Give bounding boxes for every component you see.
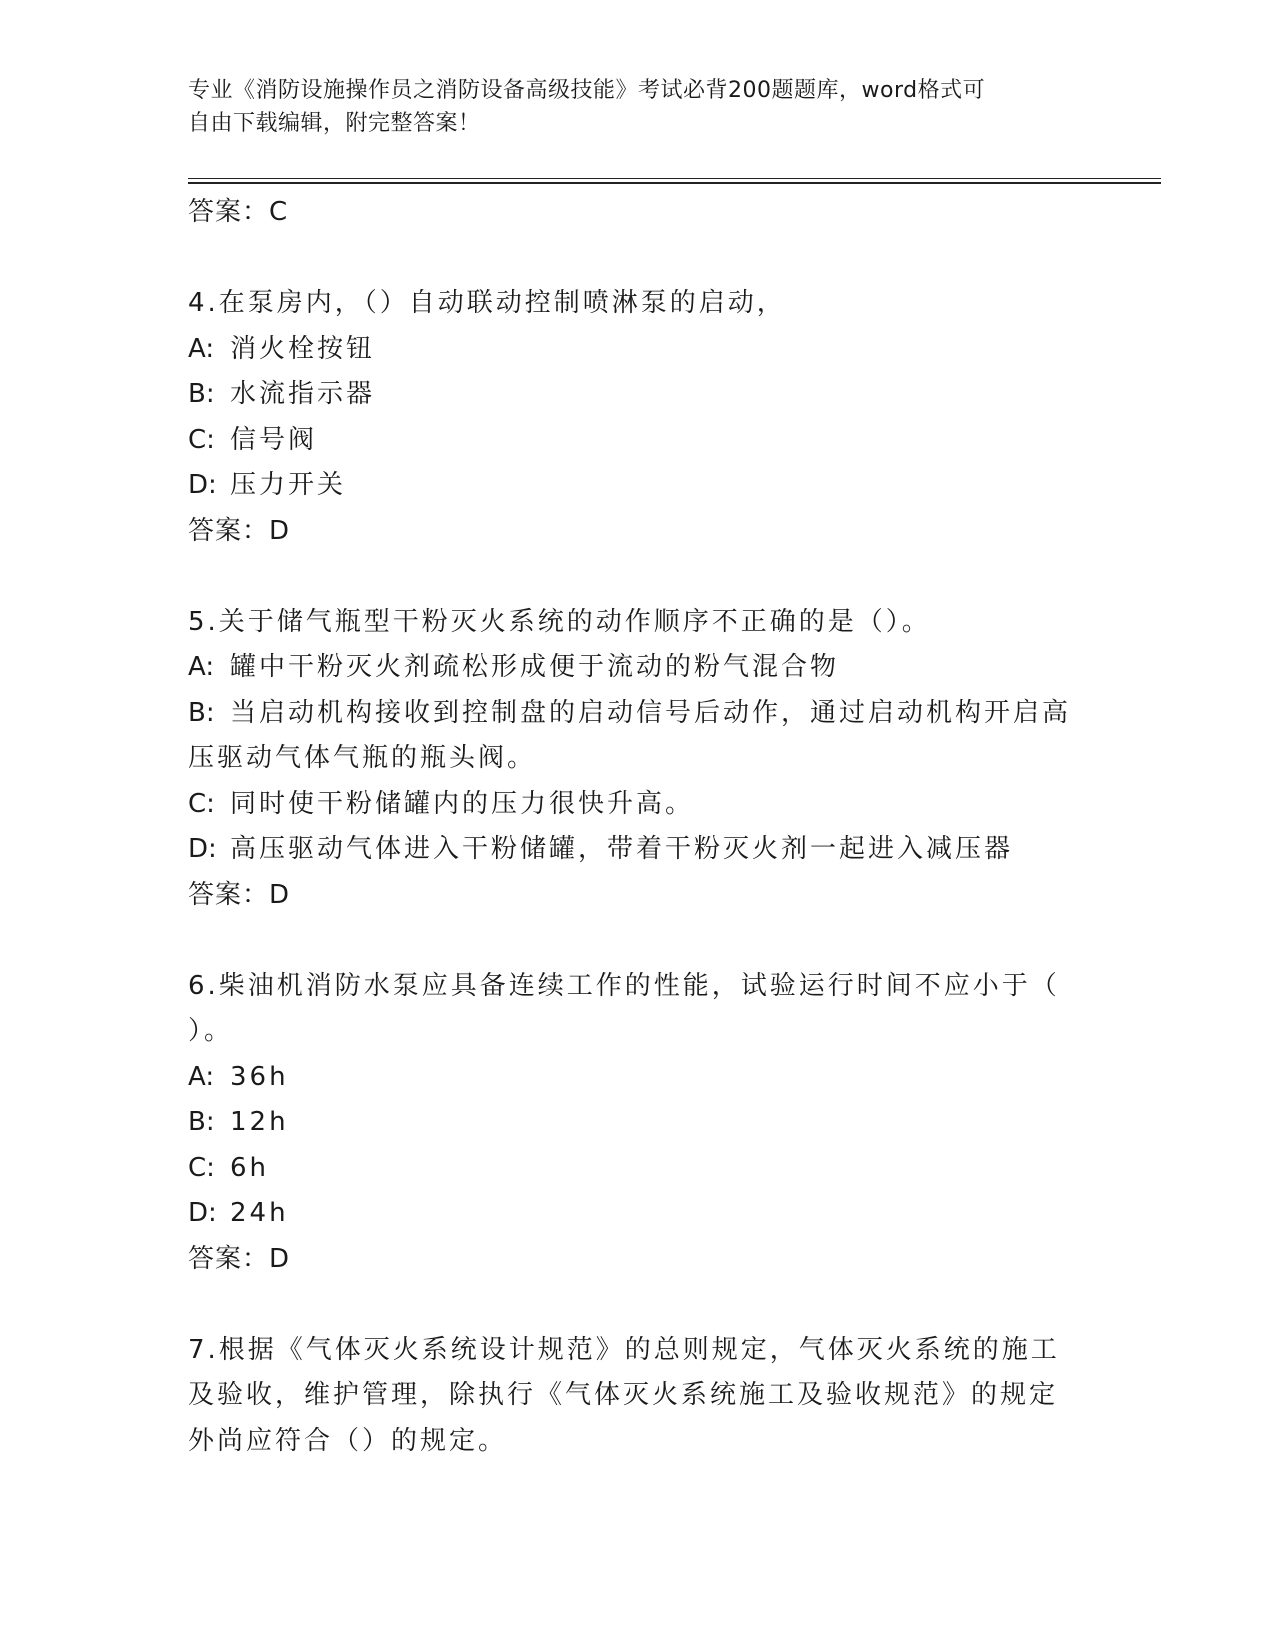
- header-line-2: 自由下载编辑，附完整答案！: [188, 111, 481, 136]
- option-a: A: 消火栓按钮: [188, 333, 376, 364]
- option-b: B: 12h: [188, 1107, 289, 1137]
- option-b: B: 水流指示器: [188, 379, 376, 409]
- question-4: [188, 281, 1088, 554]
- question-stem: 5.关于储气瓶型干粉灭火系统的动作顺序不正确的是（）。: [188, 606, 931, 637]
- question-7: [188, 1328, 1088, 1465]
- question-6: [188, 964, 1088, 1283]
- option-b: B: 当启动机构接收到控制盘的启动信号后动作，通过启动机构开启高: [188, 697, 1072, 728]
- header-line-1: 专业《消防设施操作员之消防设备高级技能》考试必背200题题库，word格式可: [188, 78, 986, 103]
- question-list: [188, 190, 1088, 1464]
- answer-q3: 答案：C: [188, 197, 289, 227]
- question-stem-continued: 外尚应符合（）的规定。: [188, 1425, 508, 1456]
- option-b-continued: 压驱动气体气瓶的瓶头阀。: [188, 743, 537, 773]
- answer-q6: 答案：D: [188, 1243, 291, 1274]
- option-d: D: 压力开关: [188, 470, 347, 500]
- option-c: C: 同时使干粉储罐内的压力很快升高。: [188, 788, 695, 819]
- question-stem-continued: ）。: [188, 1016, 234, 1046]
- document-header: [188, 74, 1088, 140]
- answer-q4: 答案：D: [188, 515, 291, 546]
- option-a: A: 36h: [188, 1061, 289, 1092]
- question-stem-continued: 及验收，维护管理，除执行《气体灭火系统施工及验收规范》的规定: [188, 1380, 1059, 1410]
- header-divider-thin: [188, 178, 1161, 179]
- option-d: D: 高压驱动气体进入干粉储罐，带着干粉灭火剂一起进入减压器: [188, 834, 1014, 864]
- question-stem: 6.柴油机消防水泵应具备连续工作的性能，试验运行时间不应小于（: [188, 970, 1060, 1001]
- question-stem: 7.根据《气体灭火系统设计规范》的总则规定，气体灭火系统的施工: [188, 1334, 1060, 1365]
- option-a: A: 罐中干粉灭火剂疏松形成便于流动的粉气混合物: [188, 652, 840, 682]
- header-divider-thick: [188, 182, 1161, 184]
- option-c: C: 6h: [188, 1152, 270, 1183]
- question-5: [188, 600, 1088, 919]
- option-c: C: 信号阀: [188, 424, 318, 455]
- question-stem: 4.在泵房内，（）自动联动控制喷淋泵的启动，: [188, 288, 786, 318]
- option-d: D: 24h: [188, 1198, 289, 1228]
- answer-q5: 答案：D: [188, 879, 291, 910]
